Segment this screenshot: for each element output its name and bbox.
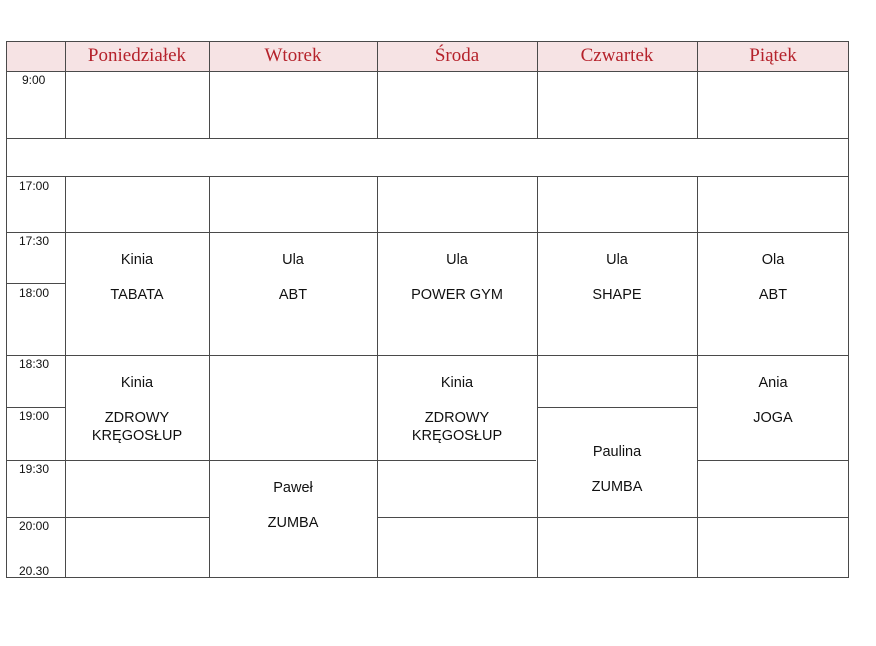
grid-line	[6, 517, 209, 518]
class-name: ABT	[758, 287, 788, 303]
grid-line	[6, 41, 849, 42]
instructor-name: Ania	[758, 375, 788, 391]
class-entry-wednesday-1730	[377, 251, 537, 304]
time-label: 19:00	[19, 409, 50, 423]
class-entry-friday-1730	[697, 251, 849, 304]
class-entry-tuesday-1930	[209, 479, 377, 532]
grid-line	[697, 41, 698, 139]
grid-line	[377, 41, 378, 139]
grid-line	[6, 577, 849, 578]
grid-line	[697, 460, 849, 461]
class-entry-wednesday-1830	[397, 374, 517, 445]
class-name: ABT	[278, 287, 308, 303]
class-name: SHAPE	[592, 287, 642, 303]
class-name: ZUMBA	[591, 479, 643, 495]
instructor-name: Paweł	[273, 480, 313, 496]
grid-line	[377, 176, 378, 578]
grid-line	[6, 71, 849, 72]
grid-line	[6, 355, 849, 356]
instructor-name: Ula	[282, 252, 304, 268]
class-entry-tuesday-1730	[209, 251, 377, 304]
day-label: Wtorek	[264, 45, 322, 66]
grid-line	[6, 138, 849, 139]
day-header-friday	[697, 41, 849, 71]
day-label: Piątek	[749, 45, 797, 66]
class-name: POWER GYM	[411, 287, 503, 303]
time-label: 17:00	[19, 179, 50, 193]
instructor-name: Ula	[446, 252, 468, 268]
instructor-name: Kinia	[120, 252, 154, 268]
grid-line	[377, 517, 849, 518]
class-name: ZDROWY KRĘGOSŁUP	[411, 410, 503, 444]
instructor-name: Ola	[761, 252, 785, 268]
grid-line	[6, 407, 65, 408]
instructor-name: Paulina	[592, 444, 642, 460]
grid-line	[6, 283, 65, 284]
class-entry-monday-1830	[85, 374, 189, 445]
grid-line	[65, 41, 66, 139]
day-header-wednesday	[377, 41, 537, 71]
class-entry-thursday-1730	[537, 251, 697, 304]
grid-line	[209, 41, 210, 139]
grid-line	[537, 176, 538, 578]
class-name: TABATA	[110, 287, 164, 303]
grid-line	[6, 232, 849, 233]
instructor-name: Kinia	[440, 375, 474, 391]
time-label: 17:30	[19, 234, 50, 248]
grid-line	[6, 460, 536, 461]
day-label: Poniedziałek	[87, 45, 187, 66]
header-corner-cell	[6, 41, 65, 71]
day-header-thursday	[537, 41, 697, 71]
class-name: ZDROWY KRĘGOSŁUP	[91, 410, 183, 444]
class-entry-friday-1830	[697, 374, 849, 427]
day-label: Środa	[434, 45, 480, 66]
time-label: 19:30	[19, 462, 50, 476]
class-name: ZUMBA	[267, 515, 319, 531]
time-label: 18:00	[19, 286, 50, 300]
day-header-monday	[65, 41, 209, 71]
class-name: JOGA	[753, 410, 793, 426]
time-label: 20:00	[19, 519, 50, 533]
time-label: 20.30	[19, 564, 50, 578]
class-entry-monday-1730	[65, 251, 209, 304]
day-label: Czwartek	[580, 45, 654, 66]
grid-line	[6, 176, 849, 177]
grid-line	[65, 176, 66, 578]
instructor-name: Kinia	[120, 375, 154, 391]
grid-line	[848, 41, 849, 578]
time-label: 9:00	[22, 73, 46, 87]
grid-line	[6, 41, 7, 578]
grid-line	[537, 41, 538, 139]
grid-line	[537, 407, 697, 408]
time-label: 18:30	[19, 357, 50, 371]
class-entry-thursday-1900	[537, 443, 697, 496]
instructor-name: Ula	[606, 252, 628, 268]
day-header-tuesday	[209, 41, 377, 71]
